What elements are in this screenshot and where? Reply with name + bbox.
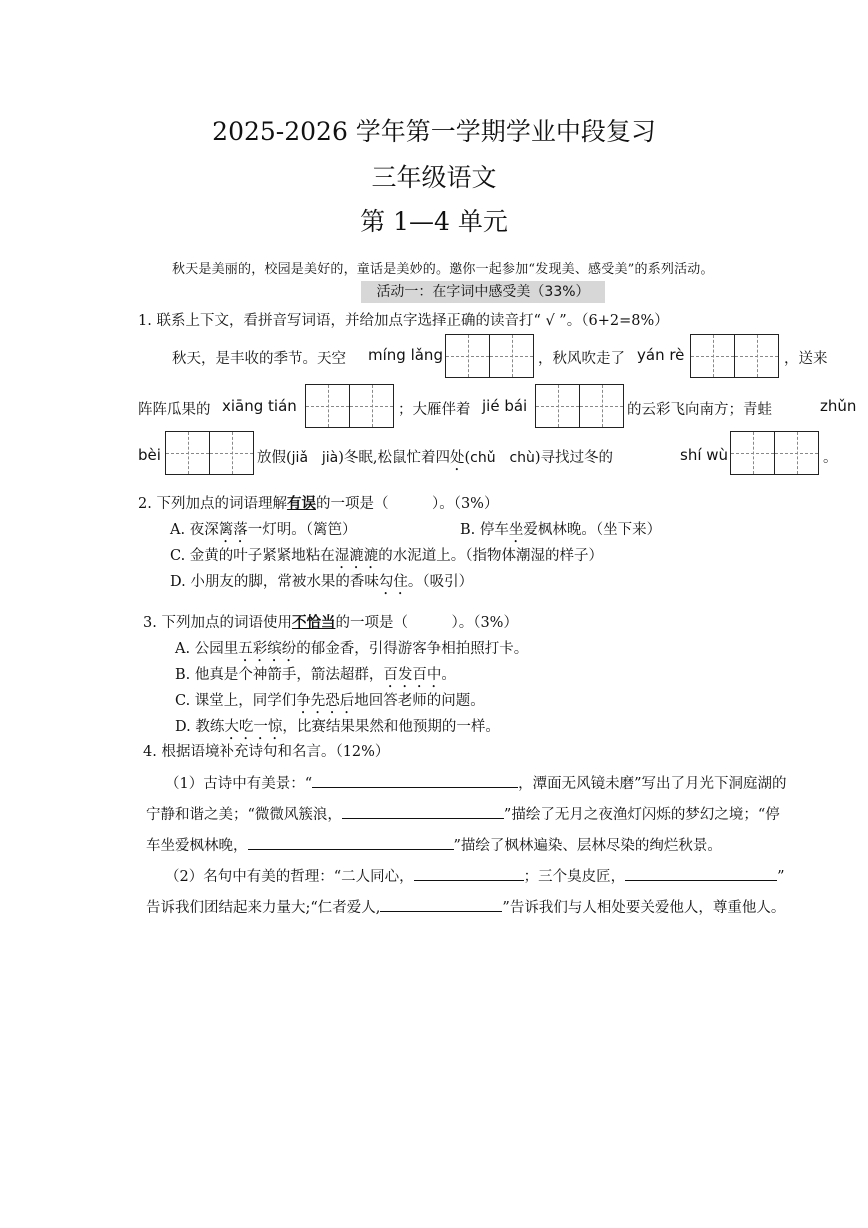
pinyin-6: shí wù [680, 446, 729, 464]
q3-c-text2: 地回答老师的问题。 [354, 693, 485, 709]
q4-stem: 4. 根据语境补充诗句和名言。（12%） [143, 744, 390, 760]
q4-l1-text1: （1）古诗中有美景：“ [165, 776, 313, 792]
pinyin-4: jié bái [482, 397, 528, 415]
q4-line2 [146, 803, 780, 824]
q3-stem-b: 的一项是（ ）。（3%） [335, 615, 518, 631]
q4-l5-text1: 告诉我们团结起来力量大;“仁者爱人, [146, 900, 381, 916]
page-title: 2025-2026 学年第一学期学业中段复习 [212, 117, 656, 146]
q2-option-b[interactable] [460, 518, 661, 546]
q2-b-text2: 爱枫林晚。（坐下来） [523, 522, 662, 538]
dotted-char-chu: 处 [449, 450, 465, 466]
q2-stem-emphasis: 有误 [286, 495, 316, 512]
q3-b-dotted: 百发百中 [383, 667, 442, 683]
q4-blank-6[interactable] [380, 897, 502, 912]
q3-c-dotted: 争先恐后 [296, 693, 355, 709]
answer-grid-5[interactable] [165, 431, 254, 475]
q3-stem-emphasis: 不恰当 [291, 614, 336, 631]
answer-grid-2[interactable] [690, 334, 779, 378]
pinyin-5a: zhǔn [820, 397, 857, 415]
q4-l2-text2: ”描绘了无月之夜渔灯闪烁的梦幻之境；“停 [503, 807, 780, 823]
q3-b-text2: 。 [441, 667, 456, 683]
q3-option-c[interactable] [175, 689, 485, 717]
q4-l5-text2: ”告诉我们与人相处要关爱他人，尊重他人。 [502, 900, 786, 916]
q4-blank-3[interactable] [248, 835, 454, 850]
pinyin-5b: bèi [138, 446, 161, 464]
q1-line1c: ，送来 [784, 351, 828, 367]
q4-l1-text2: ，潭面无风镜未磨”写出了月光下洞庭湖的 [518, 776, 787, 792]
q2-stem-b: 的一项是（ ）。（3%） [315, 496, 499, 512]
q2-option-a[interactable] [170, 518, 356, 546]
pinyin-1: míng lǎng [368, 346, 443, 364]
answer-grid-6[interactable] [730, 431, 819, 475]
q4-line3 [146, 834, 722, 855]
q4-blank-1[interactable] [312, 773, 518, 788]
q2-d-dotted: 勾住 [378, 574, 408, 590]
q2-c-text2: 的水泥道上。（指物体潮湿的样子） [378, 548, 604, 564]
q4-blank-5[interactable] [625, 866, 777, 881]
q4-line5 [146, 896, 785, 917]
q4-l3-text1: 车坐爱枫林晚， [146, 838, 248, 854]
intro-text: 秋天是美丽的，校园是美好的，童话是美妙的。邀你一起参加“发现美、感受美”的系列活动。 [172, 262, 714, 277]
q2-stem [138, 492, 498, 513]
q3-a-text2: 的郁金香，引得游客争相拍照打卡。 [296, 641, 529, 657]
q4-blank-2[interactable] [342, 804, 504, 819]
reading-option-jia4[interactable]: jià [321, 450, 339, 466]
q3-a-dotted: 五彩缤纷 [238, 641, 297, 657]
q2-c-text1: C. 金黄的叶子紧紧地粘在 [170, 548, 335, 564]
q3-stem-a: 3. 下列加点的词语使用 [143, 615, 292, 631]
q2-stem-a: 2. 下列加点的词语理解 [138, 496, 287, 512]
q1-stem: 1. 联系上下文，看拼音写词语，并给加点字选择正确的读音打“ √ ”。（6+2=8%） [138, 313, 669, 329]
reading-option-chu3[interactable]: chǔ [470, 450, 496, 466]
unit-title: 第 1—4 单元 [360, 207, 508, 236]
q4-blank-4[interactable] [414, 866, 524, 881]
q4-l3-text2: ”描绘了枫林遍染、层林尽染的绚烂秋景。 [453, 838, 722, 854]
reading-option-chu4[interactable]: chù [509, 450, 535, 466]
answer-grid-1[interactable] [445, 334, 534, 378]
q1-line3c: ( [464, 450, 471, 466]
q4-l4-text3: ” [777, 869, 785, 885]
q1-line1b: ，秋风吹走了 [538, 351, 625, 367]
q4-line4 [165, 865, 785, 886]
q1-line2a: 阵阵瓜果的 [138, 402, 211, 418]
q2-d-text2: 。（吸引） [407, 574, 474, 590]
q2-a-text1: A. 夜深 [170, 522, 219, 538]
q2-option-c[interactable] [170, 544, 603, 572]
page-subtitle: 三年级语文 [371, 163, 497, 192]
q1-line3d: )寻找过冬的 [534, 450, 614, 466]
q3-d-text2: ，比赛结果果然和他预期的一样。 [282, 719, 500, 735]
q3-option-b[interactable] [175, 663, 456, 691]
q1-line2b: ；大雁伴着 [398, 402, 471, 418]
q2-b-text1: B. 停车 [460, 522, 509, 538]
activity-banner: 活动一：在字词中感受美（33%） [361, 281, 605, 303]
q2-a-text2: 一灯明。（篱笆） [247, 522, 357, 538]
q1-line2c: 的云彩飞向南方；青蛙 [627, 402, 772, 418]
q1-line1a: 秋天，是丰收的季节。天空 [172, 351, 346, 367]
q4-l4-text1: （2）名句中有美的哲理：“二人同心， [165, 869, 414, 885]
q4-l2-text1: 宁静和谐之美；“微微风簇浪， [146, 807, 342, 823]
q3-stem [143, 611, 518, 632]
q2-a-dotted: 篱落 [218, 522, 248, 538]
q3-option-a[interactable] [175, 637, 528, 665]
answer-grid-3[interactable] [305, 384, 394, 428]
q3-option-d[interactable] [175, 715, 500, 743]
q3-a-text1: A. 公园里 [175, 641, 239, 657]
q4-line1 [165, 772, 787, 793]
q1-line3 [257, 446, 613, 474]
pinyin-3: xiāng tián [222, 397, 297, 415]
q3-d-dotted: 大吃一惊 [224, 719, 283, 735]
reading-option-jia3[interactable]: jiǎ [291, 450, 309, 466]
q3-b-text1: B. 他真是个神箭手，箭法超群， [175, 667, 384, 683]
q1-end: 。 [823, 450, 838, 466]
q2-d-text1: D. 小朋友的脚，常被水果的香味 [170, 574, 379, 590]
answer-grid-4[interactable] [535, 384, 624, 428]
q3-c-text1: C. 课堂上，同学们 [175, 693, 297, 709]
q2-b-dotted: 坐 [508, 522, 524, 538]
pinyin-2: yán rè [637, 346, 685, 364]
q3-d-text1: D. 教练 [175, 719, 225, 735]
q1-line3a: 放假( [257, 450, 292, 466]
q1-line3b: )冬眠,松鼠忙着四 [338, 450, 450, 466]
q2-option-d[interactable] [170, 570, 473, 598]
q2-c-dotted: 湿漉漉 [334, 548, 379, 564]
q4-l4-text2: ；三个臭皮匠， [523, 869, 626, 885]
